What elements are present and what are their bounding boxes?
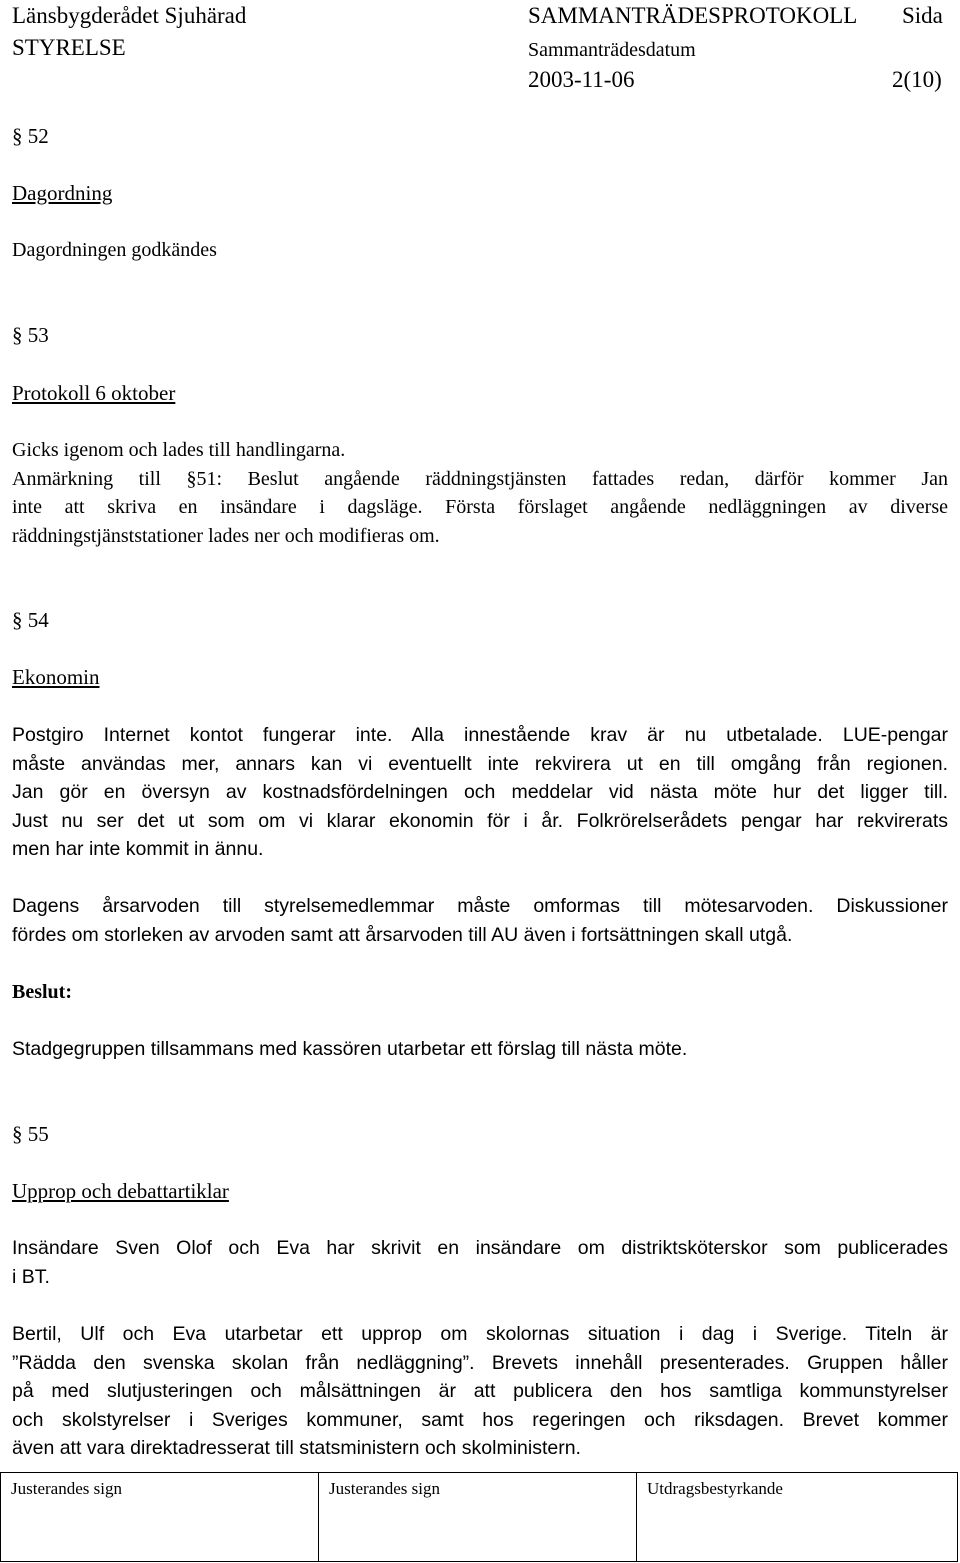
signature-cell	[1, 1473, 319, 1561]
section-title: Protokoll 6 oktober	[12, 381, 176, 405]
org-name: Länsbygderådet Sjuhärad	[12, 3, 247, 28]
text-line: Dagordningen godkändes	[12, 239, 217, 261]
text-line: Beslut:	[12, 981, 72, 1003]
signature-label: Justerandes sign	[329, 1479, 440, 1498]
text-line: på med slutjusteringen och målsättningen är att publicera den hos samtliga kommunstyrelser	[12, 1380, 948, 1402]
text-line: Dagens årsarvoden till styrelsemedlemmar måste omformas till mötesarvoden. Diskussioner	[12, 895, 948, 917]
extract-label: Utdragsbestyrkande	[647, 1479, 783, 1498]
paragraph	[12, 1035, 948, 1064]
page-label: Sida	[902, 3, 943, 28]
text-line: Just nu ser det ut som om vi klarar ekonomin för i år. Folkrörelserådets pengar har rekvirerats	[12, 809, 948, 832]
extract-cell	[637, 1473, 957, 1561]
paragraph	[12, 1234, 948, 1291]
doc-type: SAMMANTRÄDESPROTOKOLL	[528, 3, 858, 28]
text-line: inte att skriva en insändare i dagsläge. Första förslaget angående nedläggningen av diverse	[12, 496, 948, 518]
text-line: Gicks igenom och lades till handlingarna.	[12, 439, 346, 461]
paragraph	[12, 436, 948, 550]
text-line: ”Rädda den svenska skolan från nedläggning”. Brevets innehåll presenterades. Gruppen håller	[12, 1351, 948, 1374]
text-line: men har inte kommit in ännu.	[12, 838, 264, 860]
text-line: i BT.	[12, 1265, 50, 1288]
text-line: Jan gör en översyn av kostnadsfördelningen och meddelar vid nästa möte hur det ligger till.	[12, 781, 948, 803]
section-number: § 55	[12, 1122, 49, 1146]
text-line: och skolstyrelser i Sveriges kommuner, samt hos regeringen och riksdagen. Brevet kommer	[12, 1408, 948, 1431]
signature-label: Justerandes sign	[11, 1479, 122, 1498]
text-line: fördes om storleken av arvoden samt att årsarvoden till AU även i fortsättningen skall utgå.	[12, 923, 793, 946]
text-line: måste användas mer, annars kan vi eventuellt inte rekvirera ut en till omgång från regionen.	[12, 752, 948, 775]
section-number: § 54	[12, 608, 49, 632]
text-line: Stadgegruppen tillsammans med kassören utarbetar ett förslag till nästa möte.	[12, 1038, 688, 1060]
text-line: Insändare Sven Olof och Eva har skrivit en insändare om distriktsköterskor som publicerades	[12, 1237, 948, 1259]
section-title: Dagordning	[12, 181, 113, 205]
board-name: STYRELSE	[12, 35, 126, 60]
date-label: Sammanträdesdatum	[528, 39, 696, 61]
text-line: Bertil, Ulf och Eva utarbetar ett upprop om skolornas situation i dag i Sverige. Titeln är	[12, 1323, 948, 1345]
section-title: Ekonomin	[12, 665, 100, 689]
signature-box	[0, 1472, 958, 1562]
meeting-date: 2003-11-06	[528, 67, 635, 92]
text-line: även att vara direktadresserat till statsministern och skolministern.	[12, 1437, 581, 1459]
decision-heading	[12, 978, 948, 1007]
text-line: Anmärkning till §51: Beslut angående räddningstjänsten fattades redan, därför kommer Jan	[12, 467, 948, 490]
paragraph	[12, 236, 948, 265]
section-number: § 53	[12, 323, 49, 347]
page-number: 2(10)	[892, 67, 942, 92]
paragraph	[12, 721, 948, 864]
section-title: Upprop och debattartiklar	[12, 1179, 229, 1203]
text-line: Postgiro Internet kontot fungerar inte. Alla innestående krav är nu utbetalade. LUE-pengar	[12, 724, 948, 746]
signature-cell	[319, 1473, 637, 1561]
paragraph	[12, 1320, 948, 1463]
section-number: § 52	[12, 124, 49, 148]
text-line: räddningstjänststationer lades ner och modifieras om.	[12, 524, 440, 547]
paragraph	[12, 892, 948, 949]
